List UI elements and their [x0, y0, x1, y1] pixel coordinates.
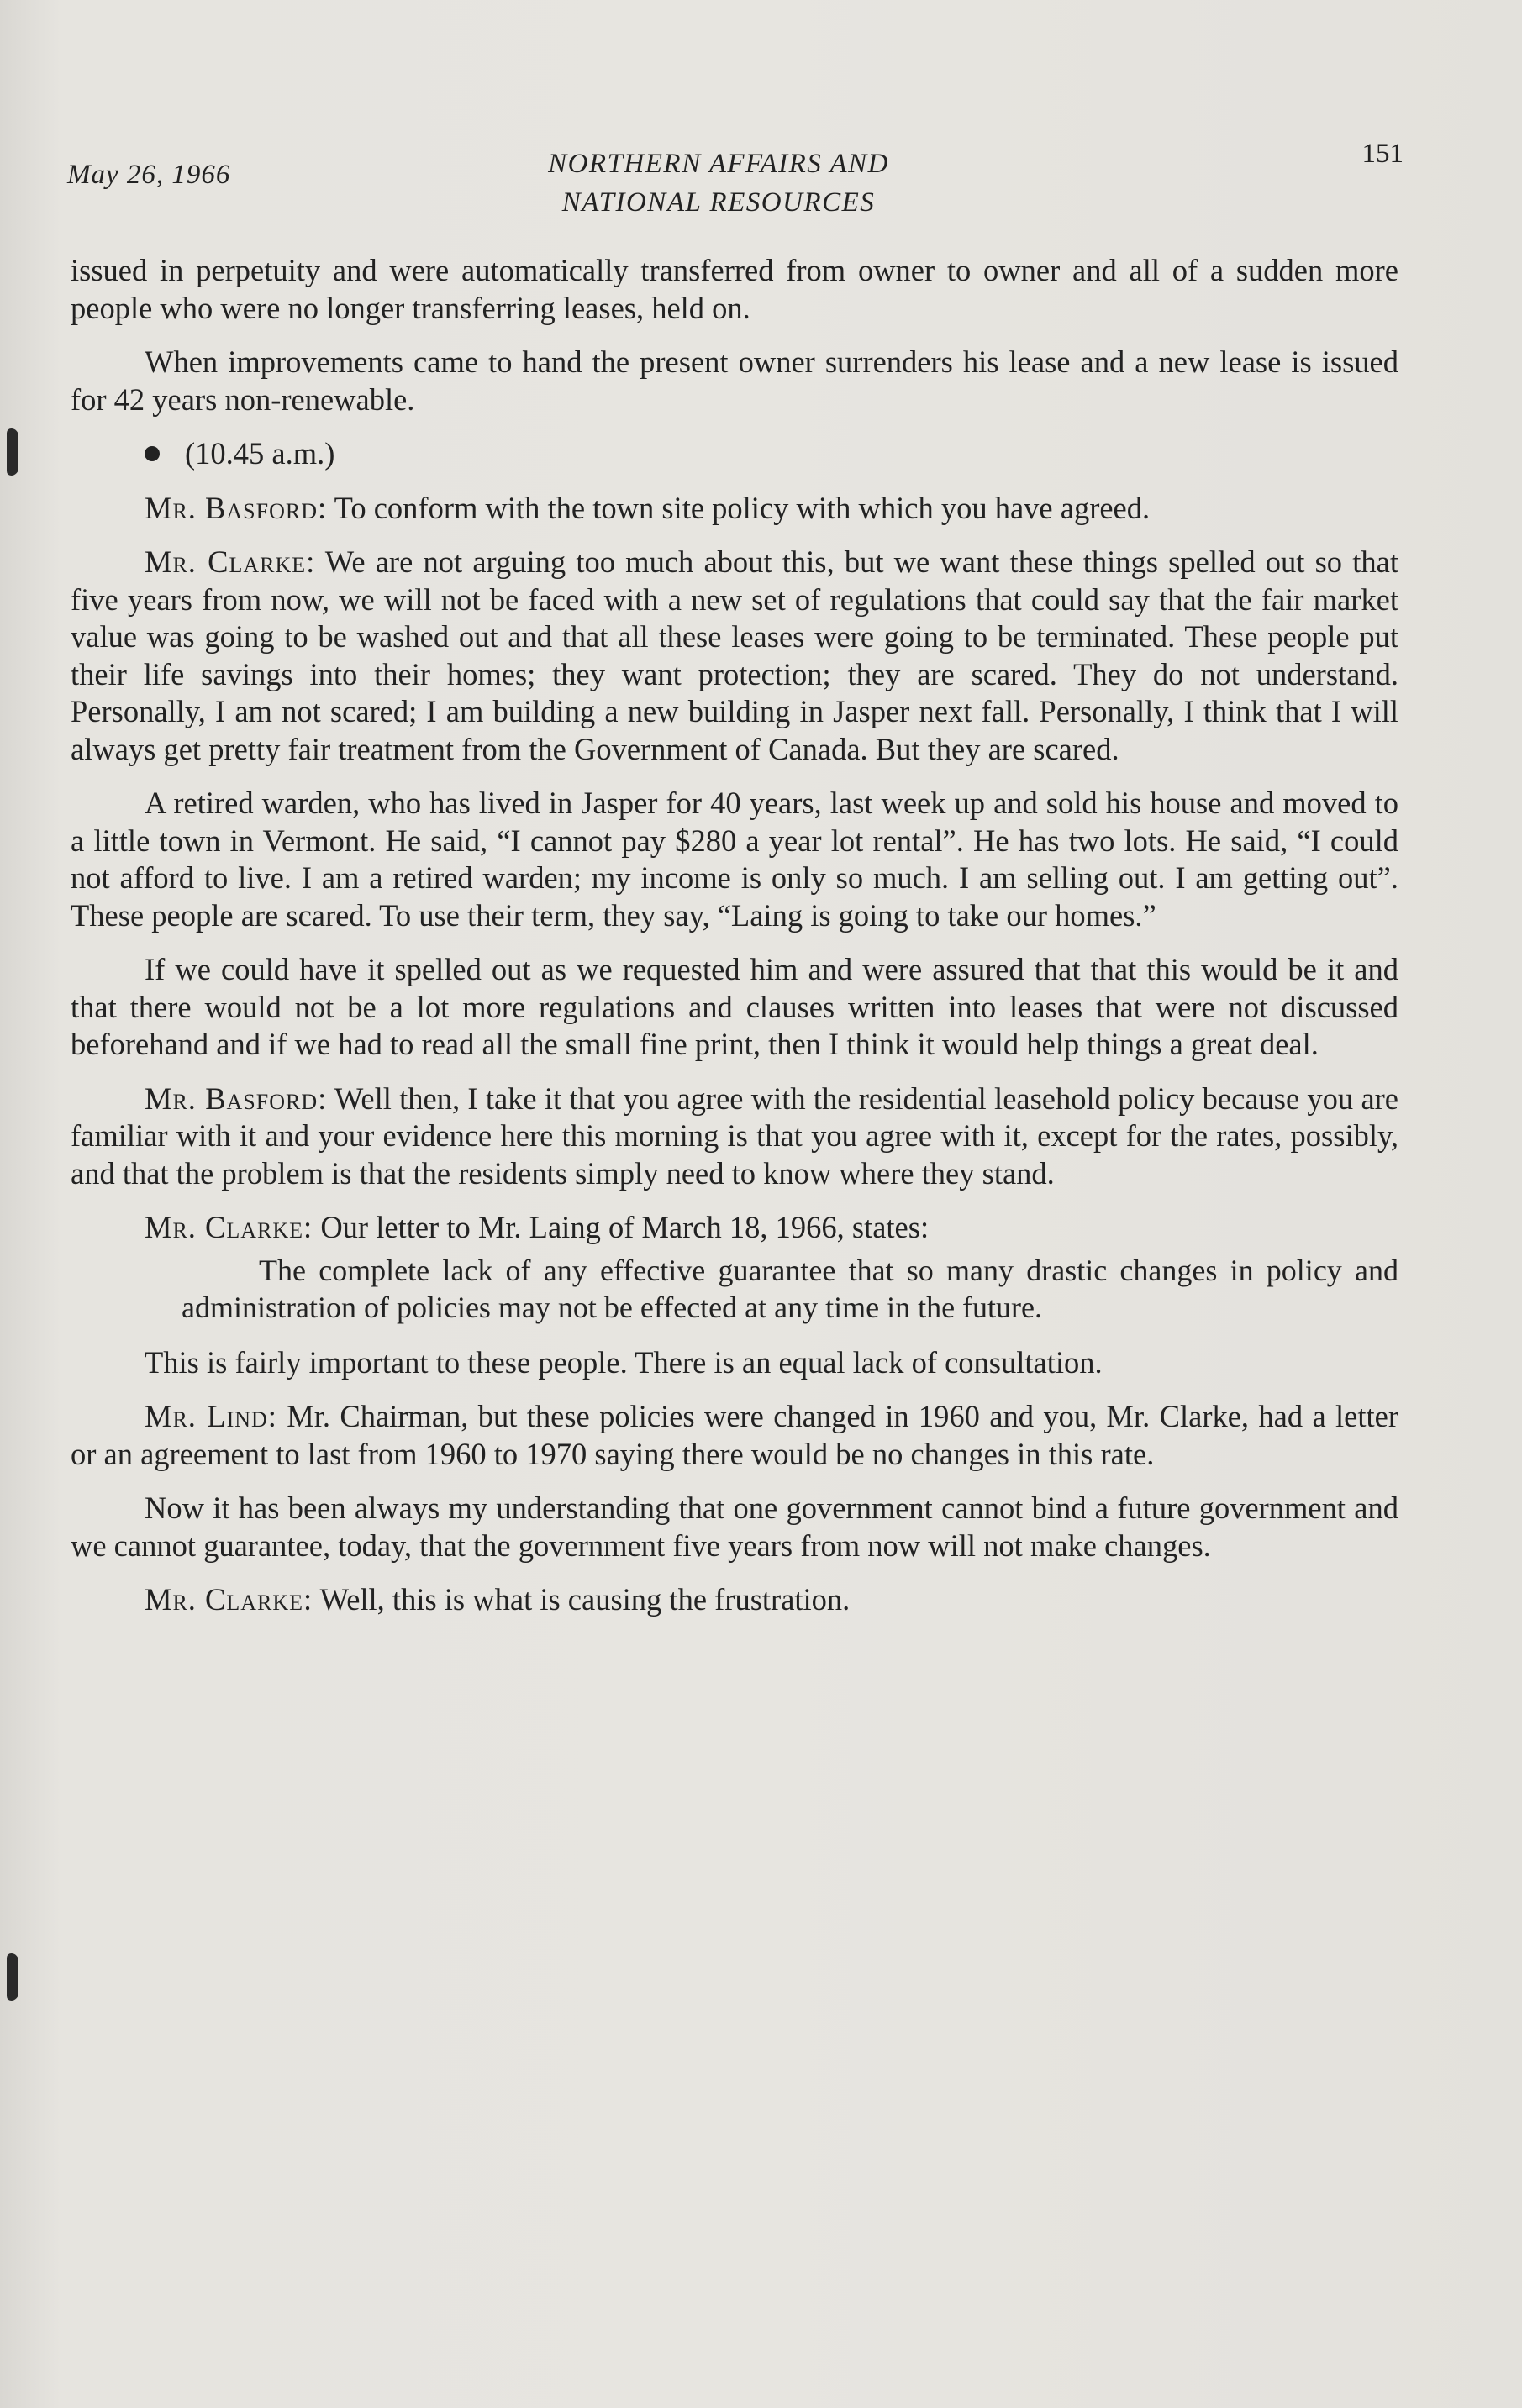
time-marker	[71, 435, 1398, 473]
paragraph	[71, 1209, 1398, 1247]
speech-text: Mr. Chairman, but these policies were changed in 1960 and you, Mr. Clarke, had a letter or an agreement to last from 1960 to 1970 saying there would be no changes in this rate.	[71, 1399, 1398, 1471]
paragraph	[71, 544, 1398, 768]
paragraph: If we could have it spelled out as we requested him and were assured that that this would be it and that there would not be a lot more regulations and clauses written into leases that were not discussed beforehand and if we had to read all the small fine print, then I think it would help things a great deal.	[71, 952, 1398, 1061]
paragraph	[71, 1398, 1398, 1473]
header-title-line-1: NORTHERN AFFAIRS AND	[548, 149, 889, 179]
speaker-name: Mr. Basford:	[145, 490, 328, 525]
block-quote	[71, 1252, 1398, 1326]
speech-text: Well, this is what is causing the frustration.	[313, 1582, 851, 1617]
page-header	[67, 139, 1404, 223]
bullet-icon	[145, 446, 160, 461]
transcript-body	[71, 252, 1398, 1636]
paragraph: issued in perpetuity and were automatically transferred from owner to owner and all of a sudden more people who were no longer transferring leases, held on.	[71, 253, 1398, 325]
time-marker-text: (10.45 a.m.)	[185, 436, 335, 471]
speech-text: Our letter to Mr. Laing of March 18, 1966, states:	[313, 1210, 930, 1244]
paragraph	[71, 490, 1398, 528]
speaker-name: Mr. Basford:	[145, 1080, 328, 1116]
paragraph	[71, 1581, 1398, 1619]
paragraph: When improvements came to hand the present owner surrenders his lease and a new lease is issued for 42 years non-renewable.	[71, 344, 1398, 417]
speech-text: We are not arguing too much about this, but we want these things spelled out so that five years from now, we will not be faced with a new set of regulations that could say that the fair market value was going to be washed out and that all these leases were going to be terminated. These people put their life savings into their homes; they want protection; they are scared. They do not understand. Personally, I am not scared; I am building a new building in Jasper next fall. Personally, I think that I will always get pretty fair treatment from the Government of Canada. But they are scared.	[71, 544, 1398, 766]
speaker-name: Mr. Lind:	[145, 1399, 277, 1433]
header-title	[487, 145, 950, 222]
speaker-name: Mr. Clarke:	[145, 1210, 313, 1244]
page-number: 151	[1361, 139, 1404, 169]
speaker-name: Mr. Clarke:	[145, 1582, 313, 1617]
speech-text: Well then, I take it that you agree with the residential leasehold policy because you are familiar with it and your evidence here this morning is that you agree with it, except for the rates, possibly, and that the problem is that the residents simply need to know where they stand.	[71, 1080, 1399, 1191]
paragraph: This is fairly important to these people. There is an equal lack of consultation.	[145, 1344, 1103, 1380]
header-title-line-2: NATIONAL RESOURCES	[561, 187, 876, 218]
quote-text: The complete lack of any effective guarantee that so many drastic changes in policy and administration of policies may not be effected at any time in the future.	[182, 1253, 1398, 1324]
speaker-name: Mr. Clarke:	[145, 544, 316, 579]
header-date: May 26, 1966	[67, 160, 231, 190]
binding-hole-mark	[7, 428, 18, 476]
paragraph: A retired warden, who has lived in Jasper for 40 years, last week up and sold his house and moved to a little town in Vermont. He said, “I cannot pay $280 a year lot rental”. He has two lots. He said, “I could not afford to live. I am a retired warden; my income is only so much. I am selling out. I am getting out”. These people are scared. To use their term, they say, “Laing is going to take our homes.”	[71, 786, 1398, 933]
speech-text: To conform with the town site policy with which you have agreed.	[327, 490, 1151, 525]
paragraph: Now it has been always my understanding that one government cannot bind a future government and we cannot guarantee, today, that the government five years from now will not make changes.	[71, 1491, 1398, 1563]
paragraph	[71, 1080, 1398, 1193]
binding-hole-mark	[7, 1953, 18, 2001]
